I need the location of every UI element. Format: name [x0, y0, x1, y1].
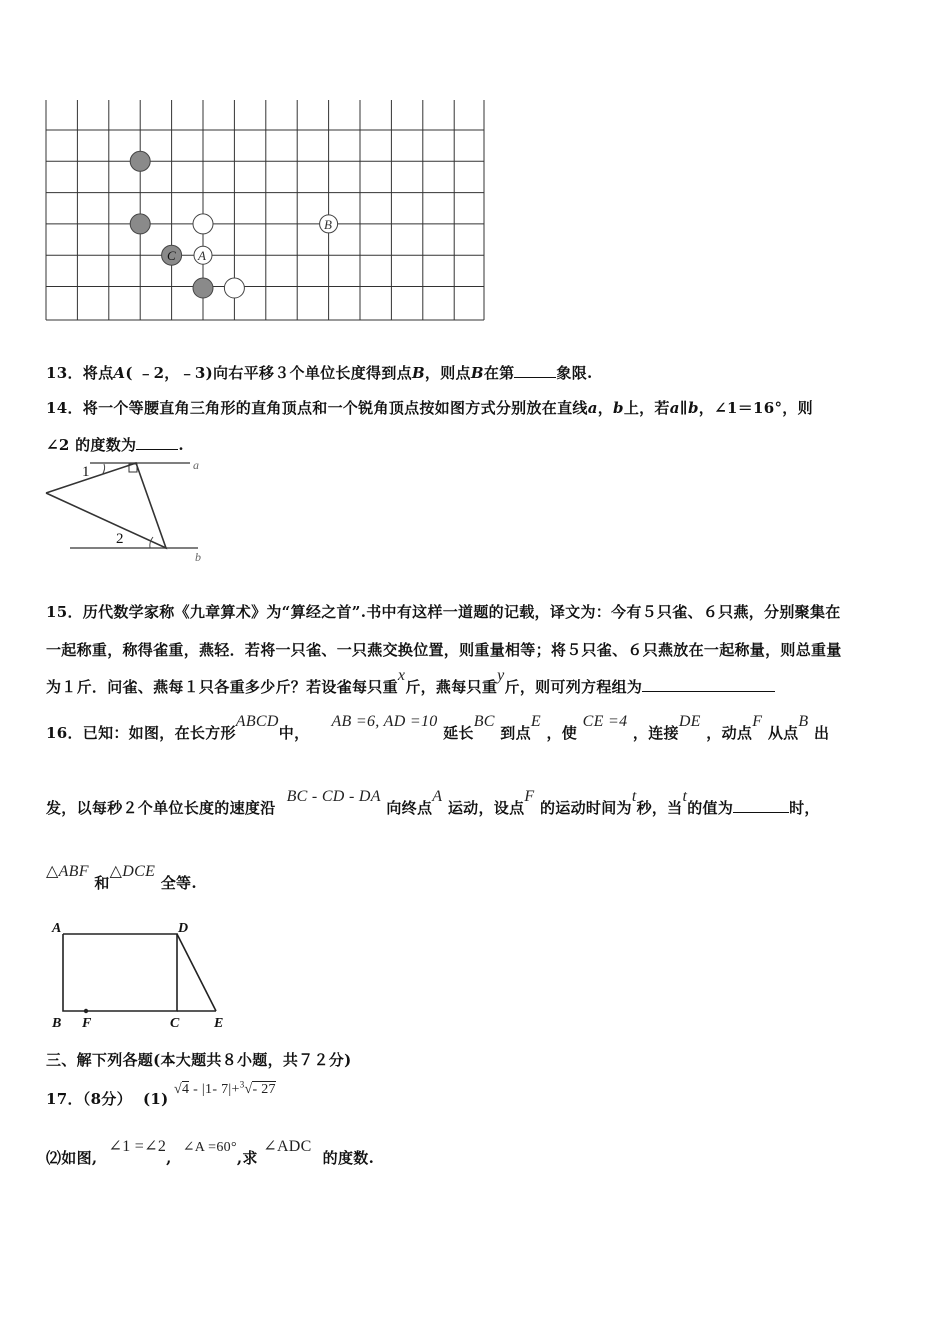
question-15-line2: 一起称重，称得雀重，燕轻．若将一只雀、一只燕交换位置，则重量相等；将５只雀、６只燕放在一起称量，则总重量 [46, 641, 842, 659]
label-b: B [324, 217, 332, 232]
black-stone [130, 151, 150, 171]
triangle-figure [40, 455, 215, 567]
question-14: 14．将一个等腰直角三角形的直角顶点和一个锐角顶点按如图方式分别放在直线a，b上，若a∥b，∠1＝16°，则 [46, 399, 813, 417]
answer-blank [136, 435, 178, 450]
label-a: A [198, 248, 206, 263]
answer-blank [514, 363, 556, 378]
question-14-line2: ∠2 的度数为 . [46, 436, 184, 454]
answer-blank [733, 798, 789, 813]
white-stone [193, 214, 213, 234]
angle-2-label: 2 [116, 531, 124, 547]
black-stone [193, 278, 213, 298]
question-13: 13．将点A( ﹣2，﹣3)向右平移３个单位长度得到点B，则点B在第 象限. [46, 364, 593, 382]
go-board-figure [40, 96, 490, 326]
white-stone [224, 278, 244, 298]
question-17-part1: 17．（8分） (1) √4 - |1- 7|+$^3$√- 27 [46, 1079, 276, 1108]
question-15-line3: 为１斤．问雀、燕每１只各重多少斤？若设雀每只重x斤，燕每只重y斤，则可列方程组为 [46, 676, 775, 697]
section-title: 三、解下列各题(本大题共８小题，共７２分) [46, 1051, 352, 1069]
black-stone [130, 214, 150, 234]
label-a: A [52, 921, 62, 936]
angle-1-label: 1 [82, 464, 90, 480]
question-16-line2: 发，以每秒２个单位长度的速度沿 BC - CD - DA 向终点A 运动，设点F 的运动时间为t秒，当t的值为 时， [46, 788, 820, 817]
answer-blank [642, 677, 775, 692]
label-e: E [214, 1016, 224, 1031]
rectangle-figure [40, 912, 240, 1036]
label-f: F [82, 1016, 92, 1031]
question-15-line1: 15．历代数学家称《九章算术》为“算经之首”.书中有这样一道题的记载，译文为：今有５只雀、６只燕，分别聚集在 [46, 603, 841, 621]
question-17-part2: ⑵如图, ∠1 =∠2, ∠A =60°,求 ∠ADC 的度数. [46, 1138, 375, 1167]
label-c: C [170, 1016, 180, 1031]
label-b: B [52, 1016, 62, 1031]
question-16-line3: △ABF 和△DCE 全等. [46, 863, 197, 892]
line-b-label: b [195, 550, 201, 564]
point-f [84, 1009, 88, 1013]
question-16-line1: 16．已知：如图，在长方形ABCD中， AB =6, AD =10 延长BC 到点E ，使 CE =4 ，连接DE ，动点F 从点B 出 [46, 713, 830, 742]
label-c: C [167, 248, 176, 263]
line-a-label: a [193, 458, 199, 472]
label-d: D [178, 921, 189, 936]
